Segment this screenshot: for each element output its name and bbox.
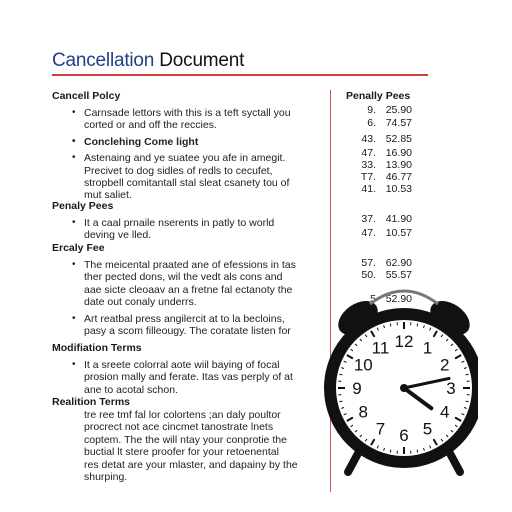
clock-numeral: 3 (446, 379, 456, 398)
fee-count: 6. (367, 117, 376, 129)
body-text-line: ane to acotal schon. (84, 383, 178, 396)
fee-count: T7. (360, 171, 376, 183)
bullet-item: • Astenaing and ye suatee you afe in amegit. (52, 152, 328, 164)
fee-row (346, 104, 416, 117)
fee-count: 9. (367, 104, 376, 116)
body-text-line: tre ree tmf fal lor colortens ;an daly poultor (84, 409, 281, 421)
bullet-item: • Conclehing Come light (52, 136, 328, 148)
policy-section (52, 200, 328, 242)
clock-numeral: 8 (358, 402, 369, 422)
fee-amount: 10.53 (385, 183, 412, 195)
minute-tick (466, 374, 469, 375)
section-heading: Modifiation Terms (52, 342, 142, 354)
clock-numeral: 2 (439, 355, 450, 375)
clock-numeral: 11 (371, 338, 390, 358)
minute-tick (417, 323, 418, 326)
clock-numeral: 9 (352, 379, 362, 398)
body-text-line: aae sicte cleoaav an a fretne fal ectanoty the (84, 283, 293, 296)
minute-tick (390, 323, 391, 326)
fee-row (346, 269, 416, 282)
page-title (52, 50, 244, 72)
body-text-line: procrect not ace cincmet tanostrate lnets (84, 421, 274, 434)
fee-amount: 13.90 (385, 159, 412, 171)
fee-amount: 10.57 (385, 227, 412, 239)
minute-tick (390, 450, 391, 453)
body-text-line: shurping. (84, 471, 128, 484)
policy-section (52, 342, 328, 396)
fee-amount: 52.90 (385, 293, 412, 305)
body-text-line: Precivet to dog sidles of redls to cecufet, (84, 164, 273, 177)
body-text-line: buctial lt stere proofer for your retoenental (84, 446, 279, 459)
body-text-line: ther pected dons, wil the vedt als cons and (84, 271, 283, 284)
policy-section (52, 242, 328, 337)
fee-amount: 16.90 (385, 147, 412, 159)
bullet-item: • The meicental praated ane of efessions in tas (52, 259, 328, 271)
clock-numeral: 1 (422, 338, 433, 358)
body-text-line: date out conaly underrs. (84, 296, 197, 309)
body-text-line: mut saliet. (84, 189, 132, 202)
fee-amount: 41.90 (385, 213, 412, 225)
body-text-line: prosion mally and ferate. Itas vas perply of at (84, 371, 293, 384)
bullet-item: • It a caal prnaile nserents in patly to world (52, 217, 328, 229)
fee-count: 43. (361, 133, 376, 145)
body-text-line: pasy a scom filleougy. The coratate listen for (84, 325, 291, 338)
section-heading: Penaly Pees (52, 200, 114, 212)
section-heading: Realition Terms (52, 396, 130, 408)
fee-count: 50. (361, 269, 376, 281)
minute-tick (339, 374, 342, 375)
bell-handle (370, 291, 438, 304)
fee-row (346, 133, 416, 146)
fee-count: 5 (370, 293, 376, 305)
fee-count: 37. (361, 213, 376, 225)
section-heading: Cancell Polcy (52, 90, 121, 102)
fee-count: 33. (361, 159, 376, 171)
bullet-item: • Carnsade lettors with this is a teft syctall you (52, 107, 328, 119)
bullet-item: • It a sreete colorral aote wiil baying of focal (52, 359, 328, 371)
body-text-line: deving ve lled. (84, 229, 152, 242)
fee-row (346, 213, 416, 226)
fees-heading: Penally Pees (346, 90, 411, 102)
body-text-line: res detat are your mlaster, and dapainy by the (84, 458, 298, 471)
fee-amount: 55.57 (385, 269, 412, 281)
minute-tick (466, 401, 469, 402)
hand-pivot (400, 384, 408, 392)
title-underline (52, 74, 428, 76)
fee-count: 47. (361, 227, 376, 239)
policy-section (52, 396, 328, 483)
fee-count: 47. (361, 147, 376, 159)
title-part-1: Cancellation (52, 50, 155, 71)
bullet-item: • Art reatbal press angilercit at to la becloins, (52, 313, 328, 325)
body-text-line: corted or and off the reccies. (84, 119, 217, 132)
clock-numeral: 7 (375, 419, 386, 439)
policy-section (52, 90, 328, 202)
clock-numeral: 5 (422, 419, 433, 439)
clock-numeral: 12 (394, 332, 414, 351)
fee-amount: 62.90 (385, 257, 412, 269)
fee-amount: 25.90 (385, 104, 412, 116)
clock-numeral: 6 (399, 426, 409, 445)
section-heading: Ercaly Fee (52, 242, 105, 254)
body-text-line: coptem. The the will ntay your conprotie the (84, 433, 287, 446)
title-part-2: Document (154, 50, 245, 71)
clock-numeral: 10 (353, 355, 373, 375)
fee-amount: 74.57 (385, 117, 412, 129)
fee-count: 41. (361, 183, 376, 195)
fee-row (346, 117, 416, 130)
minute-tick (417, 450, 418, 453)
fee-row (346, 227, 416, 240)
minute-tick (339, 401, 342, 402)
fee-row (346, 183, 416, 196)
alarm-clock-icon (318, 282, 478, 482)
fee-amount: 52.85 (385, 133, 412, 145)
body-text-line: stropbell comitantall stal sleat csanety tou of (84, 177, 290, 190)
fee-count: 57. (361, 257, 376, 269)
fee-amount: 46.77 (385, 171, 412, 183)
clock-numeral: 4 (439, 402, 450, 422)
